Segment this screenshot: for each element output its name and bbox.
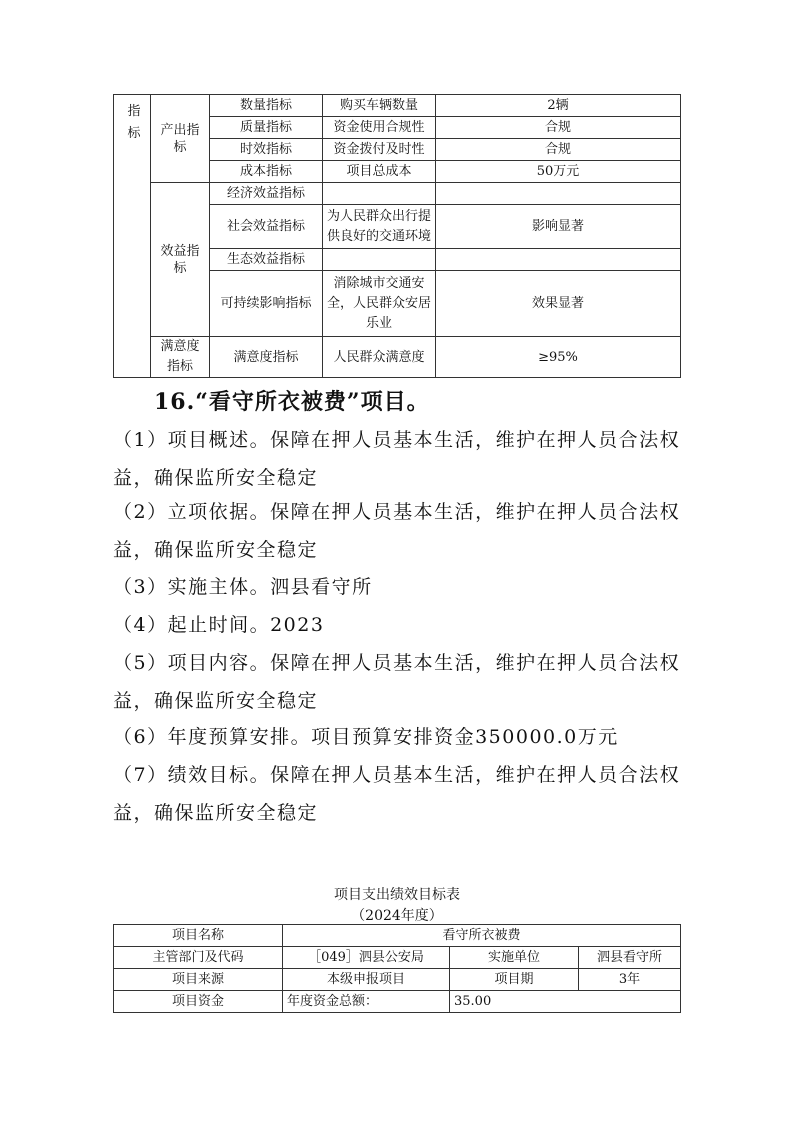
cell-desc: 资金使用合规性 [323, 117, 436, 139]
indicator-label: 指标 [114, 95, 151, 378]
cell-desc: 购买车辆数量 [323, 95, 436, 117]
cell-sub: 成本指标 [210, 161, 323, 183]
cell-sub: 数量指标 [210, 95, 323, 117]
cell-value: 效果显著 [436, 271, 681, 337]
cell-sub: 满意度指标 [210, 337, 323, 378]
cell-desc: 消除城市交通安全，人民群众安居乐业 [323, 271, 436, 337]
paragraph-4: （4）起止时间。2023 [113, 614, 325, 636]
cell-desc: 资金拨付及时性 [323, 139, 436, 161]
impl-value: 泗县看守所 [579, 947, 681, 969]
cell-desc: 人民群众满意度 [323, 337, 436, 378]
cell-value [436, 249, 681, 271]
funds-label: 项目资金 [114, 991, 283, 1013]
cell-sub: 质量指标 [210, 117, 323, 139]
paragraph-1: （1）项目概述。保障在押人员基本生活，维护在押人员合法权益，确保监所安全稳定 [113, 429, 681, 489]
cell-value: ≥95% [436, 337, 681, 378]
cell-value: 影响显著 [436, 205, 681, 249]
cell-desc [323, 249, 436, 271]
cell-sub: 时效指标 [210, 139, 323, 161]
table2-year: （2024年度） [351, 908, 443, 924]
section-heading: 16.“看守所衣被费”项目。 [154, 389, 430, 415]
cell-sub: 经济效益指标 [210, 183, 323, 205]
group-benefit: 效益指标 [151, 183, 210, 337]
cell-value: 50万元 [436, 161, 681, 183]
period-label: 项目期 [450, 969, 579, 991]
cell-value: 2辆 [436, 95, 681, 117]
annual-label: 年度资金总额： [283, 991, 450, 1013]
cell-value: 合规 [436, 139, 681, 161]
cell-value [436, 183, 681, 205]
annual-value: 35.00 [450, 991, 681, 1013]
cell-sub: 可持续影响指标 [210, 271, 323, 337]
cell-sub: 社会效益指标 [210, 205, 323, 249]
period-value: 3年 [579, 969, 681, 991]
source-label: 项目来源 [114, 969, 283, 991]
dept-value: ［049］泗县公安局 [283, 947, 450, 969]
cell-value: 合规 [436, 117, 681, 139]
paragraph-6: （6）年度预算安排。项目预算安排资金350000.0万元 [113, 726, 619, 748]
project-name: 看守所衣被费 [283, 925, 681, 947]
impl-label: 实施单位 [450, 947, 579, 969]
paragraph-5: （5）项目内容。保障在押人员基本生活，维护在押人员合法权益，确保监所安全稳定 [113, 652, 681, 712]
group-output: 产出指标 [151, 95, 210, 183]
project-name-label: 项目名称 [114, 925, 283, 947]
table2-caption: 项目支出绩效目标表 [334, 887, 460, 903]
group-satisfaction: 满意度指标 [151, 337, 210, 378]
dept-label: 主管部门及代码 [114, 947, 283, 969]
cell-desc [323, 183, 436, 205]
paragraph-3: （3）实施主体。泗县看守所 [113, 576, 373, 598]
source-value: 本级申报项目 [283, 969, 450, 991]
cell-sub: 生态效益指标 [210, 249, 323, 271]
cell-desc: 为人民群众出行提供良好的交通环境 [323, 205, 436, 249]
cell-desc: 项目总成本 [323, 161, 436, 183]
paragraph-2: （2）立项依据。保障在押人员基本生活，维护在押人员合法权益，确保监所安全稳定 [113, 501, 681, 561]
paragraph-7: （7）绩效目标。保障在押人员基本生活，维护在押人员合法权益，确保监所安全稳定 [113, 764, 681, 824]
indicator-table [113, 94, 681, 378]
performance-target-table [113, 924, 681, 1013]
